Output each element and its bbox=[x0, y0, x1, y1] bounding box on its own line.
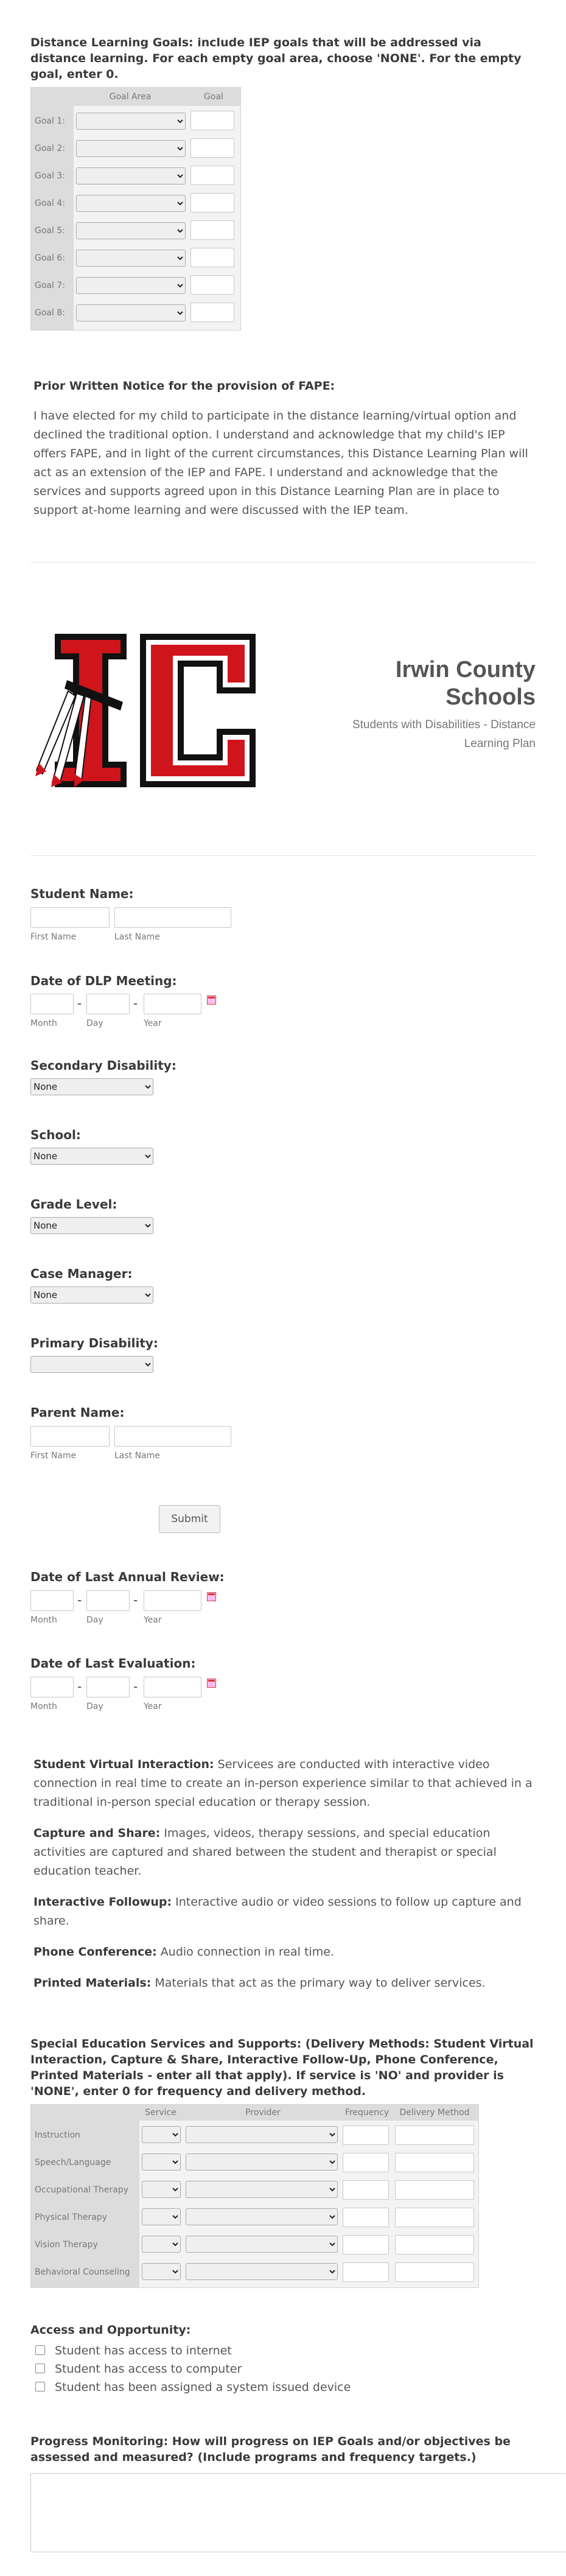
goal-input[interactable] bbox=[190, 275, 234, 295]
dlp-meeting-label: Date of DLP Meeting: bbox=[30, 974, 177, 988]
service-select[interactable] bbox=[142, 2236, 181, 2253]
review-year-caption: Year bbox=[144, 1615, 162, 1625]
parent-name-label: Parent Name: bbox=[30, 1405, 125, 1420]
frequency-input[interactable] bbox=[343, 2180, 389, 2200]
service-row-label: Vision Therapy bbox=[35, 2240, 98, 2250]
grade-level-label: Grade Level: bbox=[30, 1197, 117, 1212]
service-row-label: Occupational Therapy bbox=[35, 2185, 129, 2195]
goal-row-label: Goal 5: bbox=[35, 226, 65, 236]
first-name-caption: First Name bbox=[30, 932, 77, 942]
goal-row-label: Goal 1: bbox=[35, 116, 65, 126]
service-select[interactable] bbox=[142, 2126, 181, 2143]
goal-row bbox=[31, 193, 240, 217]
provider-select[interactable] bbox=[186, 2126, 338, 2143]
primary-disability-label: Primary Disability: bbox=[30, 1336, 158, 1350]
parent-first-caption: First Name bbox=[30, 1451, 77, 1461]
review-year-input[interactable] bbox=[144, 1590, 201, 1611]
service-row-label: Instruction bbox=[35, 2130, 80, 2140]
goal-input[interactable] bbox=[190, 303, 234, 322]
school-select[interactable] bbox=[30, 1148, 153, 1165]
last-review-label: Date of Last Annual Review: bbox=[30, 1570, 225, 1584]
goals-table bbox=[30, 87, 241, 331]
services-table bbox=[30, 2104, 479, 2288]
goal-row bbox=[31, 248, 240, 272]
parent-last-name-input[interactable] bbox=[114, 1426, 231, 1447]
evaluation-year-input[interactable] bbox=[144, 1677, 201, 1697]
case-manager-label: Case Manager: bbox=[30, 1266, 133, 1281]
access-computer-checkbox[interactable] bbox=[35, 2364, 45, 2373]
student-name-label: Student Name: bbox=[30, 886, 134, 901]
goal-area-select[interactable] bbox=[76, 140, 186, 157]
grade-level-select[interactable] bbox=[30, 1217, 153, 1234]
dlp-year-input[interactable] bbox=[144, 994, 201, 1014]
school-label: School: bbox=[30, 1128, 81, 1142]
provider-select[interactable] bbox=[186, 2181, 338, 2198]
progress-textarea[interactable] bbox=[30, 2473, 566, 2552]
delivery-method-input[interactable] bbox=[395, 2235, 474, 2255]
method-virtual: Student Virtual Interaction: Servicees are conducted with interactive video connection in real time to create an in-person experience similar to that achieved in a traditional in-person special education or therapy session. bbox=[33, 1758, 533, 1809]
goal-area-select[interactable] bbox=[76, 304, 186, 321]
col-goal: Goal bbox=[204, 92, 223, 102]
dlp-month-input[interactable] bbox=[30, 994, 74, 1014]
goal-input[interactable] bbox=[190, 193, 234, 212]
parent-first-name-input[interactable] bbox=[30, 1426, 110, 1447]
goal-row bbox=[31, 303, 240, 327]
col-frequency: Frequency bbox=[344, 2108, 390, 2118]
delivery-method-input[interactable] bbox=[395, 2180, 474, 2200]
service-row bbox=[31, 2124, 478, 2149]
goal-area-select[interactable] bbox=[76, 222, 186, 239]
provider-select[interactable] bbox=[186, 2153, 338, 2171]
frequency-input[interactable] bbox=[343, 2125, 389, 2145]
col-delivery-method: Delivery Method bbox=[399, 2108, 470, 2118]
service-row-label: Speech/Language bbox=[35, 2158, 111, 2167]
review-month-caption: Month bbox=[30, 1615, 57, 1625]
provider-select[interactable] bbox=[186, 2208, 338, 2225]
service-select[interactable] bbox=[142, 2263, 181, 2280]
student-last-name-input[interactable] bbox=[114, 907, 231, 928]
fape-text: I have elected for my child to participate in the distance learning/virtual option and declined the traditional option. I understand and acknowledge that my child's IEP offers FAPE, and in light of the current circumstances, this Distance Learning Plan will act as an extension of the IEP and FAPE. I understand and acknowledge that the services and supports agreed upon in this Distance Learning Plan are in place to support at-home learning and were discussed with the IEP team. bbox=[33, 409, 528, 517]
service-row bbox=[31, 2206, 478, 2231]
goal-area-select[interactable] bbox=[76, 277, 186, 294]
method-printed: Printed Materials: Materials that act as the primary way to deliver services. bbox=[33, 1976, 486, 1990]
fape-heading: Prior Written Notice for the provision of FAPE: bbox=[33, 379, 335, 393]
evaluation-year-caption: Year bbox=[144, 1702, 162, 1711]
goal-input[interactable] bbox=[190, 138, 234, 158]
service-select[interactable] bbox=[142, 2181, 181, 2198]
delivery-method-input[interactable] bbox=[395, 2262, 474, 2282]
submit-button[interactable]: Submit bbox=[159, 1505, 220, 1533]
goals-heading: Distance Learning Goals: include IEP goals that will be addressed via distance learning. For each empty goal area, choose 'NONE'. For the empty goal, enter 0. bbox=[30, 36, 522, 81]
access-computer-label: Student has access to computer bbox=[55, 2362, 242, 2376]
col-provider: Provider bbox=[245, 2108, 281, 2118]
goal-input[interactable] bbox=[190, 220, 234, 240]
access-device-checkbox[interactable] bbox=[35, 2382, 45, 2392]
student-first-name-input[interactable] bbox=[30, 907, 110, 928]
review-day-caption: Day bbox=[86, 1615, 103, 1625]
services-heading: Special Education Services and Supports: (Delivery Methods: Student Virtual Interaction, Capture & Share, Interactive Follow-Up, Phone Conference, Printed Materials - enter all that apply). If service is 'NO' and provider is 'NONE', enter 0 for frequency and delivery method. bbox=[30, 2037, 534, 2098]
plan-subtitle: Students with Disabilities - Distance Learning Plan bbox=[352, 718, 536, 750]
service-row-label: Physical Therapy bbox=[35, 2213, 107, 2222]
secondary-disability-label: Secondary Disability: bbox=[30, 1058, 176, 1073]
service-row bbox=[31, 2261, 478, 2286]
goal-area-select[interactable] bbox=[76, 195, 186, 212]
evaluation-day-input[interactable] bbox=[86, 1677, 130, 1697]
goal-row bbox=[31, 111, 240, 135]
col-service: Service bbox=[145, 2108, 176, 2118]
frequency-input[interactable] bbox=[343, 2153, 389, 2172]
evaluation-month-input[interactable] bbox=[30, 1677, 74, 1697]
goal-area-select[interactable] bbox=[76, 167, 186, 184]
access-heading: Access and Opportunity: bbox=[30, 2323, 191, 2337]
primary-disability-select[interactable] bbox=[30, 1356, 153, 1373]
service-row bbox=[31, 2179, 478, 2203]
goal-row-label: Goal 2: bbox=[35, 144, 65, 153]
goal-row-label: Goal 4: bbox=[35, 198, 65, 208]
dlp-year-caption: Year bbox=[144, 1019, 162, 1028]
goal-row bbox=[31, 166, 240, 190]
goal-row-label: Goal 7: bbox=[35, 281, 65, 290]
delivery-method-input[interactable] bbox=[395, 2125, 474, 2145]
access-internet-label: Student has access to internet bbox=[55, 2344, 232, 2357]
evaluation-month-caption: Month bbox=[30, 1702, 57, 1711]
goal-row-label: Goal 6: bbox=[35, 253, 65, 263]
method-followup: Interactive Followup: Interactive audio or video sessions to follow up capture and share. bbox=[33, 1895, 522, 1928]
dlp-day-input[interactable] bbox=[86, 994, 130, 1014]
service-row bbox=[31, 2234, 478, 2258]
col-goal-area: Goal Area bbox=[109, 92, 152, 102]
provider-select[interactable] bbox=[186, 2263, 338, 2280]
service-row-label: Behavioral Counseling bbox=[35, 2267, 130, 2277]
evaluation-day-caption: Day bbox=[86, 1702, 103, 1711]
dlp-calendar-icon[interactable] bbox=[207, 995, 216, 1005]
goal-row-label: Goal 3: bbox=[35, 171, 65, 181]
review-day-input[interactable] bbox=[86, 1590, 130, 1611]
method-phone: Phone Conference: Audio connection in real time. bbox=[33, 1945, 334, 1959]
goal-input[interactable] bbox=[190, 111, 234, 130]
delivery-method-input[interactable] bbox=[395, 2153, 474, 2172]
service-select[interactable] bbox=[142, 2153, 181, 2171]
frequency-input[interactable] bbox=[343, 2262, 389, 2282]
frequency-input[interactable] bbox=[343, 2235, 389, 2255]
last-name-caption: Last Name bbox=[114, 932, 160, 942]
last-evaluation-label: Date of Last Evaluation: bbox=[30, 1656, 196, 1671]
service-row bbox=[31, 2152, 478, 2176]
goal-area-select[interactable] bbox=[76, 113, 186, 130]
review-calendar-icon[interactable] bbox=[207, 1592, 216, 1601]
service-select[interactable] bbox=[142, 2208, 181, 2225]
goal-area-select[interactable] bbox=[76, 250, 186, 267]
goal-row bbox=[31, 138, 240, 163]
provider-select[interactable] bbox=[186, 2236, 338, 2253]
review-month-input[interactable] bbox=[30, 1590, 74, 1611]
case-manager-select[interactable] bbox=[30, 1286, 153, 1304]
goal-input[interactable] bbox=[190, 248, 234, 267]
goal-row-label: Goal 8: bbox=[35, 308, 65, 318]
access-internet-checkbox[interactable] bbox=[35, 2345, 45, 2355]
school-name: Irwin County Schools bbox=[395, 657, 536, 710]
dlp-day-caption: Day bbox=[86, 1019, 103, 1028]
access-device-label: Student has been assigned a system issued device bbox=[55, 2381, 351, 2394]
school-logo bbox=[30, 630, 259, 791]
delivery-method-input[interactable] bbox=[395, 2208, 474, 2227]
delivery-methods bbox=[33, 1755, 536, 1993]
goal-row bbox=[31, 220, 240, 245]
frequency-input[interactable] bbox=[343, 2208, 389, 2227]
parent-last-caption: Last Name bbox=[114, 1451, 160, 1461]
progress-heading: Progress Monitoring: How will progress on IEP Goals and/or objectives be assessed and measured? (Include programs and frequency targets.) bbox=[30, 2435, 511, 2464]
goal-row bbox=[31, 275, 240, 300]
goal-input[interactable] bbox=[190, 166, 234, 185]
secondary-disability-select[interactable] bbox=[30, 1078, 153, 1095]
evaluation-calendar-icon[interactable] bbox=[207, 1679, 216, 1688]
dlp-month-caption: Month bbox=[30, 1019, 57, 1028]
method-capture-share: Capture and Share: Images, videos, therapy sessions, and special education activities are captured and shared between the student and therapist or special education teacher. bbox=[33, 1827, 497, 1878]
